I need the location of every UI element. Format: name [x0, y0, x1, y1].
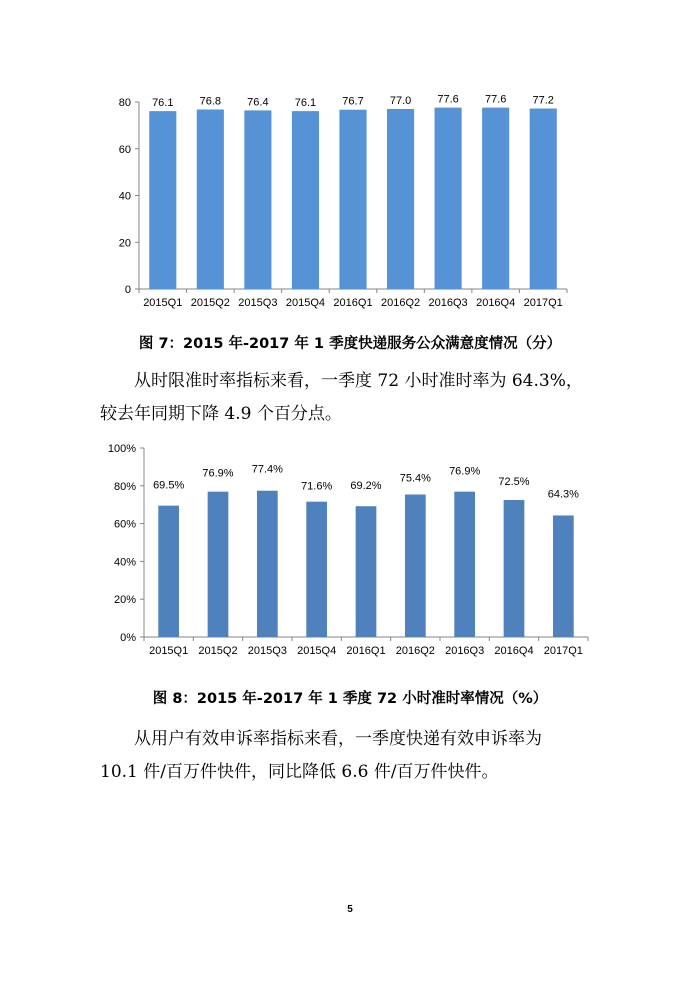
- x-tick-label: 2016Q2: [395, 645, 435, 657]
- data-label: 77.6: [437, 93, 459, 106]
- x-tick-label: 2016Q1: [346, 645, 386, 657]
- y-tick-label: 80: [118, 97, 131, 109]
- bar-2015Q3: [257, 491, 278, 637]
- x-tick-label: 2015Q4: [297, 645, 337, 657]
- x-tick-label: 2016Q3: [445, 645, 485, 657]
- data-label: 69.5%: [153, 479, 185, 492]
- bar-2016Q2: [405, 494, 426, 637]
- page-number: 5: [347, 904, 353, 915]
- bar-2015Q1: [158, 506, 179, 637]
- y-tick-label: 100%: [107, 443, 136, 455]
- y-tick-label: 0%: [120, 632, 136, 644]
- data-label: 71.6%: [301, 480, 333, 493]
- x-tick-label: 2017Q1: [543, 645, 583, 657]
- bar-2015Q4: [306, 502, 327, 637]
- data-label: 76.1: [294, 97, 317, 110]
- data-label: 72.5%: [498, 475, 530, 488]
- x-tick-label: 2015Q3: [247, 645, 287, 657]
- x-tick-label: 2016Q2: [380, 297, 421, 309]
- y-tick-label: 20: [118, 237, 131, 250]
- data-label: 69.2%: [350, 480, 382, 493]
- x-tick-label: 2016Q4: [476, 297, 516, 309]
- data-label: 77.6: [484, 93, 507, 106]
- chart1-caption: 图 7：2015 年-2017 年 1 季度快递服务公众满意度情况（分）: [138, 336, 562, 352]
- data-label: 77.4%: [251, 463, 283, 476]
- complaint-paragraph: [100, 723, 610, 789]
- data-label: 64.3%: [547, 488, 579, 501]
- x-tick-label: 2015Q1: [143, 297, 183, 309]
- x-tick-label: 2016Q1: [333, 297, 373, 309]
- x-tick-label: 2015Q2: [190, 297, 230, 309]
- data-label: 77.2: [532, 94, 554, 107]
- bar-2017Q1: [553, 515, 574, 637]
- bar-2016Q4: [504, 500, 525, 637]
- x-tick-label: 2015Q1: [149, 645, 189, 657]
- para2-line2: 10.1 件/百万件快件，同比降低 6.6 件/百万件快件。: [100, 762, 499, 782]
- y-tick-label: 40%: [113, 556, 136, 569]
- data-label: 75.4%: [399, 472, 431, 485]
- y-tick-label: 0: [124, 284, 131, 296]
- data-label: 76.1: [152, 97, 174, 110]
- x-tick-label: 2016Q3: [428, 297, 468, 309]
- data-label: 76.7: [342, 95, 364, 108]
- x-tick-label: 2015Q2: [198, 645, 238, 657]
- data-label: 76.8: [199, 95, 222, 108]
- data-label: 76.4: [247, 96, 269, 109]
- bar-2016Q3: [454, 492, 475, 637]
- bar-2016Q1: [356, 506, 377, 637]
- bar-2015Q2: [208, 492, 229, 637]
- data-label: 76.9%: [449, 465, 481, 478]
- y-tick-label: 60: [118, 143, 131, 156]
- x-tick-label: 2016Q4: [494, 645, 534, 657]
- y-tick-label: 40: [118, 190, 131, 203]
- y-tick-label: 60%: [113, 518, 136, 531]
- para1-line2: 较去年同期下降 4.9 个百分点。: [100, 404, 342, 424]
- x-tick-label: 2015Q4: [285, 297, 326, 309]
- chart2-caption: 图 8：2015 年-2017 年 1 季度 72 小时准时率情况（%）: [152, 691, 548, 707]
- y-tick-label: 20%: [113, 594, 136, 607]
- para2-line1: 从用户有效申诉率指标来看，一季度快递有效申诉率为: [134, 729, 542, 749]
- data-label: 76.9%: [202, 467, 234, 480]
- data-label: 77.0: [389, 95, 412, 108]
- x-tick-label: 2015Q3: [238, 297, 278, 309]
- y-tick-label: 80%: [113, 480, 136, 493]
- x-tick-label: 2017Q1: [523, 297, 563, 309]
- para1-line1: 从时限准时率指标来看，一季度 72 小时准时率为 64.3%，: [134, 371, 583, 391]
